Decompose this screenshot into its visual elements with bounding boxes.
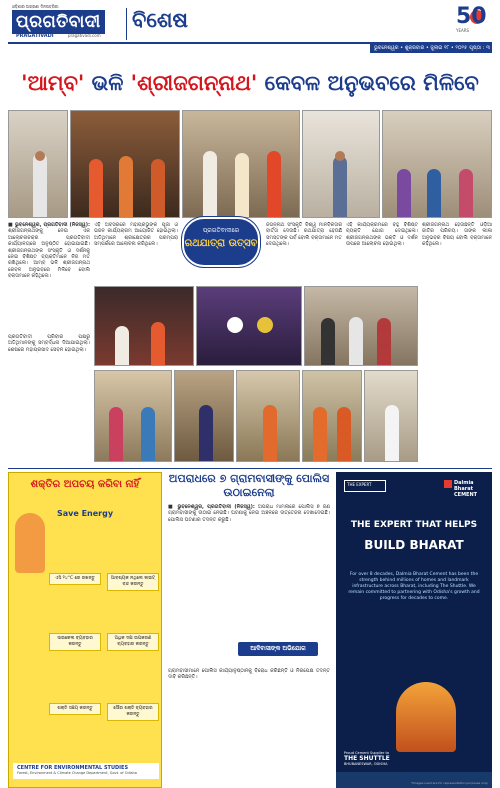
article-col3-text: ଜଗନ୍ନାଥ ସଂସ୍କୃତି ବିଶ୍ୱ ମାନବିକତାର ବାର୍ତ୍ତା ଦେଉଛି। ରଥଯାତ୍ରା ହେଉଛି ସମସ୍ତଙ୍କ ପର୍ବ ବୋଲି ବକ୍ତାମାନେ ମତ ଦେଇଥିଲେ।: [266, 222, 342, 248]
article-column-1: [8, 222, 90, 330]
photo-jagannath-altar: [94, 286, 194, 366]
ces-sub: Forest, Environment & Climate Change Department, Govt. of Odisha: [17, 771, 137, 775]
dateline-bar: [370, 44, 492, 53]
newspaper-url[interactable]: pragativadi.com: [68, 33, 101, 38]
energy-tip-4: ଅଧିକ ଦକ୍ଷ ଉପକରଣ ବ୍ୟବହାର କରନ୍ତୁ: [107, 633, 159, 651]
badge-line-2: ରଥଯାତ୍ରା ଉତ୍ସବ: [184, 238, 258, 249]
ces-footer: [13, 763, 159, 779]
masthead-tagline: ଓଡ଼ିଶାର ଅଗ୍ରଣୀ ଦିନପତ୍ରିକା: [12, 4, 59, 9]
energy-tip-6: ସୌର ଶକ୍ତି ବ୍ୟବହାର କରନ୍ତୁ: [107, 703, 159, 721]
police-news-body-2: [168, 668, 330, 786]
article-col6-text: ପ୍ରଗତିବାଦୀ ପରିବାର ପକ୍ଷରୁ ଅତିଥିମାନଙ୍କୁ ସମ୍ବର୍ଦ୍ଧନା ଦିଆଯାଇଥିଲା। ଶେଷରେ ମହାପ୍ରସାଦ ସେବନ ହୋଇଥିଲା।: [8, 334, 90, 353]
photo-audience: [382, 110, 492, 218]
article-column-3: [266, 222, 342, 282]
photo-man-microphone: [364, 370, 418, 462]
anniversary-text: YEARS: [456, 28, 470, 33]
mascot-girl-icon: [15, 513, 45, 573]
article-col5-text: ଶ୍ରୀଜଗନ୍ନାଥ ହେଉଛନ୍ତି ଓଡ଼ିଆ ଜାତିର ପରିଚୟ। ତାଙ୍କ ଲୀଳା ଅନୁଭବର ବିଷୟ ବୋଲି ବକ୍ତାମାନେ କହିଥିଲେ।: [422, 222, 492, 248]
dalmia-project-name: THE SHUTTLE: [344, 755, 390, 762]
photo-speaker-woman: [174, 370, 234, 462]
dalmia-cement-ad[interactable]: [336, 472, 492, 788]
police-news-text: ଅପରାଧ ମାମଲାରେ ପୋଲିସ ୭ ଜଣ ଗ୍ରାମବାସୀଙ୍କୁ ଉଠାଇ ନେଇଛି। ଘଟଣାକୁ ନେଇ ଅଞ୍ଚଳରେ ଉତ୍ତେଜନା ଦେଖାଦେଇଛି। ପୋଲିସ ଘଟଣାର ତଦନ୍ତ କରୁଛି।: [168, 504, 330, 523]
headline-part-1: 'ଆମ୍ବ': [21, 71, 85, 95]
save-energy-ad[interactable]: [8, 472, 162, 788]
section-divider: [8, 468, 492, 469]
shuttle-building-icon: [396, 682, 456, 752]
police-news-headline: ଅପରାଧରେ ୭ ଗ୍ରାମବାସୀଙ୍କୁ ପୋଲିସ ଉଠାଇନେଲା: [168, 472, 330, 499]
headline-part-4: କେବଳ ଅନୁଭବରେ ମିଳିବେ: [257, 71, 479, 95]
police-news-byline: ■ ଭୁବନେଶ୍ୱର, ପ୍ରଗତିବାଦୀ (ନିଜସ୍ୱ):: [168, 504, 255, 510]
dalmia-paragraph: For over 8 decades, Dalmia Bharat Cement has been the strength behind millions of homes and landmark infrastructure across Bharat, including The Shuttle. We remain committed to partnering with Odisha's growth and progress for decades to come.: [348, 572, 480, 601]
police-news-text-2: ଗ୍ରାମବାସୀମାନେ ପୋଲିସ କାର୍ଯ୍ୟାନୁଷ୍ଠାନକୁ ବିରୋଧ କରିଛନ୍ତି ଓ ନିରପେକ୍ଷ ତଦନ୍ତ ଦାବି କରିଛନ୍ତି।: [168, 668, 330, 681]
photo-decorated-deities: [196, 286, 302, 366]
energy-tip-2: ଆବଶ୍ୟକ ନଥିଲେ ଲାଇଟ୍ ବନ୍ଦ କରନ୍ତୁ: [107, 573, 159, 591]
anniversary-number: 50: [456, 4, 487, 29]
article-column-6: [8, 334, 90, 464]
article-byline: ■ ଭୁବନେଶ୍ୱର, ପ୍ରଗତିବାଦୀ (ନିଜସ୍ୱ):: [8, 222, 90, 228]
dalmia-credit: *Images used are for representation purposes only.: [411, 781, 488, 785]
energy-tip-5: ଶକ୍ତି ସଞ୍ଚୟ କରନ୍ତୁ: [49, 703, 101, 715]
badge-line-1: ପ୍ରଗତିବାଦୀରେ: [202, 227, 240, 234]
masthead: [8, 4, 492, 44]
section-title: ବିଶେଷ: [132, 8, 188, 32]
article-column-2: [94, 222, 178, 282]
masthead-divider: [126, 8, 127, 40]
photo-guest-lamp: [8, 110, 68, 218]
dateline-text: ଭୁବନେଶ୍ୱର • ଶୁକ୍ରବାର • ଜୁଲାଇ ୧୮ • ୨୦୨୫: [374, 45, 468, 51]
photo-saints-stage: [182, 110, 300, 218]
photo-speaker: [302, 110, 380, 218]
article-column-4: [346, 222, 418, 282]
dalmia-supplier-label: Proud Cement Supplier to: [344, 751, 390, 755]
energy-ad-title: ଶକ୍ତିର ଅପଚୟ କରିବା ନାହିଁ: [30, 479, 140, 490]
police-news-subhead: ଆଦିବାସୀଙ୍କ ଅଭିଯୋଗ: [238, 642, 318, 656]
ad-ground: [336, 772, 492, 788]
article-column-5: [422, 222, 492, 462]
police-news-body: [168, 504, 330, 640]
dalmia-brand-name: Dalmia Bharat: [454, 480, 474, 492]
anniversary-logo: [456, 6, 490, 36]
ces-name: CENTRE FOR ENVIRONMENTAL STUDIES: [17, 765, 129, 771]
police-news-article: [168, 472, 330, 788]
energy-tip-3: ସାଇକେଲ ବ୍ୟବହାର କରନ୍ତୁ: [49, 633, 101, 651]
rathayatra-badge: [182, 217, 260, 267]
dalmia-headline-1: THE EXPERT THAT HELPS: [350, 520, 478, 530]
photo-women-guests: [94, 370, 172, 462]
photo-saint-speaking: [236, 370, 300, 462]
dalmia-project: [344, 751, 390, 766]
energy-ad-save-label: Save Energy: [57, 509, 114, 518]
page-number: ପୃଷ୍ଠା : ୩: [469, 45, 490, 51]
article-col2-text: ଏହି ଅବସରରେ ମହାପ୍ରଭୁଙ୍କ ପୂଜା ଓ ଭଜନ କାର୍ଯ୍ୟକ୍ରମ ଆୟୋଜିତ ହୋଇଥିଲା। ଅତିଥିମାନେ ଶ୍ରୀକ୍ଷେତ୍ରର ପରମ୍ପରା ସମ୍ପର୍କରେ ଆଲୋଚନା କରିଥିଲେ।: [94, 222, 178, 248]
dalmia-logo-icon: [444, 480, 452, 488]
article-col4-text: ଏହି କାର୍ଯ୍ୟକ୍ରମରେ ବହୁ ବିଶିଷ୍ଟ ବ୍ୟକ୍ତି ଯୋଗ ଦେଇଥିଲେ। ଶ୍ରୀଜଗନ୍ନାଥଙ୍କ ଭକ୍ତି ଓ ଦର୍ଶନ ଉପରେ ଆଲୋଚନା ହୋଇଥିଲା।: [346, 222, 418, 248]
newspaper-logo[interactable]: ପ୍ରଗତିବାଦୀ: [12, 10, 105, 34]
photo-group-portrait: [304, 286, 418, 366]
energy-tip-1: ଏସି ୨୪°C ରେ ରଖନ୍ତୁ: [49, 573, 101, 585]
newspaper-logo-latin: PRAGATIVADI: [16, 33, 54, 39]
main-headline: [8, 60, 492, 106]
photo-monks: [302, 370, 362, 462]
photo-priests-pooja: [70, 110, 180, 218]
headline-part-3: 'ଶ୍ରୀଜଗନ୍ନାଥ': [130, 71, 258, 95]
headline-part-2: ଭଳି: [84, 71, 131, 95]
dalmia-brand-sub: CEMENT: [454, 492, 478, 498]
article-col1-text: ଶ୍ରୀଜଗନ୍ନାଥଙ୍କୁ ନେଇ ଏକ ଆଲୋଚନାଚକ୍ର ପ୍ରଗତିବାଦୀ କାର୍ଯ୍ୟାଳୟରେ ଅନୁଷ୍ଠିତ ହୋଇଯାଇଛି। ଶ୍ରୀଜଗନ୍ନାଥଙ୍କ ସଂସ୍କୃତି ଓ ଦର୍ଶନକୁ ନେଇ ବିଶିଷ୍ଟ ବ୍ୟକ୍ତିମାନେ ନିଜ ମତ ରଖିଥିଲେ। ଆମ୍ବ ଭଳି ଶ୍ରୀଜଗନ୍ନାଥ କେବଳ ଅନୁଭବରେ ମିଳିବେ ବୋଲି ବକ୍ତାମାନେ କହିଥିଲେ।: [8, 228, 90, 280]
dalmia-brand: [454, 480, 492, 498]
dalmia-project-location: BHUBANESWAR, ODISHA: [344, 762, 388, 766]
expert-badge: THE EXPERT: [344, 480, 386, 492]
dalmia-headline-2: BUILD BHARAT: [364, 538, 464, 552]
